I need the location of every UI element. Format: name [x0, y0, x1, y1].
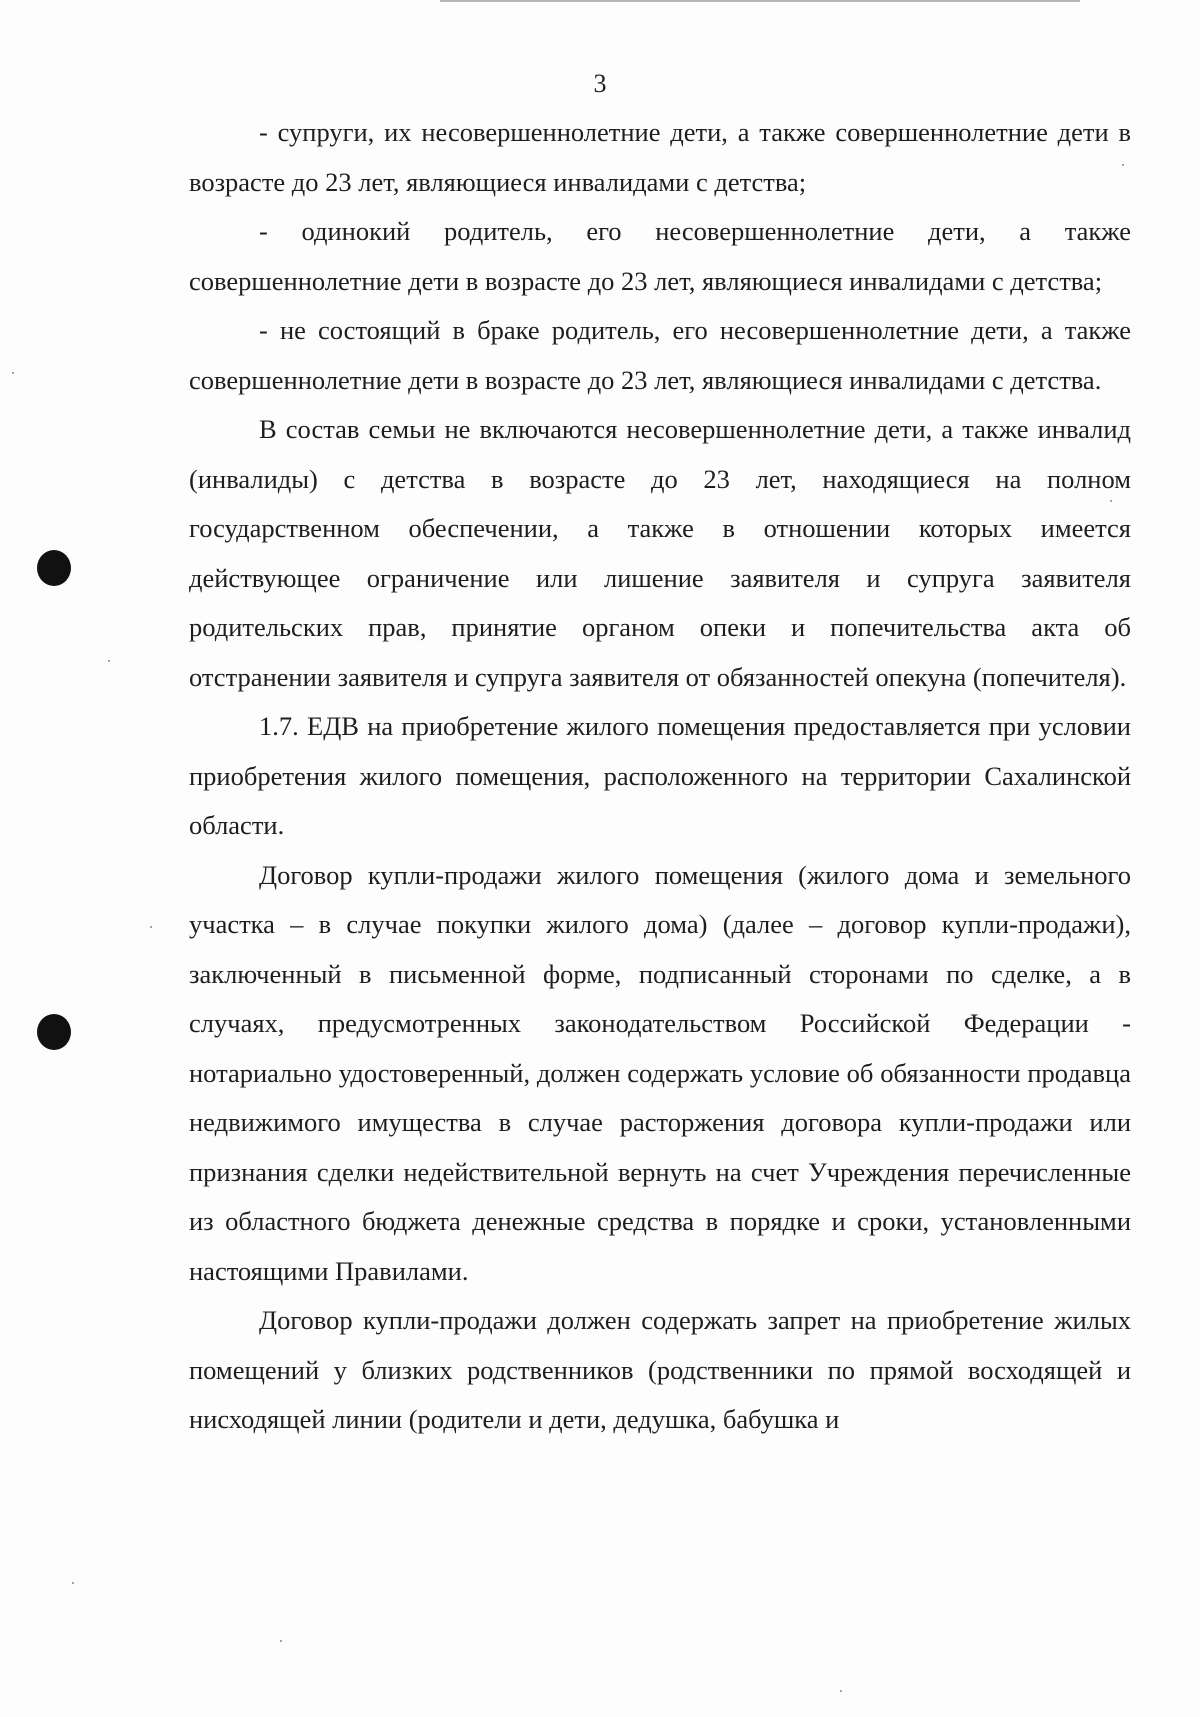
top-edge-rule [440, 0, 1080, 2]
punch-hole-upper [37, 550, 71, 586]
paragraph-spouses: - супруги, их несовершеннолетние дети, а также совершеннолетние дети в возрасте до 23 лет, являющиеся инвалидами с детства; [189, 117, 1131, 197]
scan-speck [72, 1582, 74, 1584]
paragraph-sale-contract: Договор купли-продажи жилого помещения (жилого дома и земельного участка – в случае покупки жилого дома) (далее – договор купли-продажи), заключенный в письменной форме, подписанный сторонами по сделке, а в случаях, предусмотренных законодательством Российской Федерации - нотариально удостоверенный, должен содержать условие об обязанности продавца недвижимого имущества в случае расторжения договора купли-продажи или признания сделки недействительной вернуть на счет Учреждения перечисленные из областного бюджета денежные средства в порядке и сроки, установленными настоящими Правилами. [189, 859, 1131, 1286]
scan-speck [280, 1640, 282, 1642]
page-number: 3 [593, 69, 607, 98]
scan-speck [108, 660, 110, 662]
paragraph-clause-1-7: 1.7. ЕДВ на приобретение жилого помещения предоставляется при условии приобретения жилого помещения, расположенного на территории Сахалинской области. [189, 711, 1131, 840]
scan-speck [840, 1690, 842, 1692]
scan-speck [12, 372, 14, 374]
punch-hole-lower [37, 1014, 71, 1050]
paragraph-single-parent: - одинокий родитель, его несовершеннолетние дети, а также совершеннолетние дети в возрасте до 23 лет, являющиеся инвалидами с детства; [189, 216, 1131, 296]
paragraph-family-exclusions: В состав семьи не включаются несовершеннолетние дети, а также инвалид (инвалиды) с детства в возрасте до 23 лет, находящиеся на полном государственном обеспечении, а также в отношении которых имеется действующее ограничение или лишение заявителя и супруга заявителя родительских прав, принятие органом опеки и попечительства акта об отстранении заявителя и супруга заявителя от обязанностей опекуна (попечителя). [189, 414, 1131, 692]
scan-speck [150, 926, 152, 928]
paragraph-unmarried-parent: - не состоящий в браке родитель, его несовершеннолетние дети, а также совершеннолетние дети в возрасте до 23 лет, являющиеся инвалидами с детства. [189, 315, 1131, 395]
document-body [189, 108, 1131, 1445]
paragraph-relatives-prohibition: Договор купли-продажи должен содержать запрет на приобретение жилых помещений у близких родственников (родственники по прямой восходящей и нисходящей линии (родители и дети, дедушка, бабушка и [189, 1305, 1131, 1434]
